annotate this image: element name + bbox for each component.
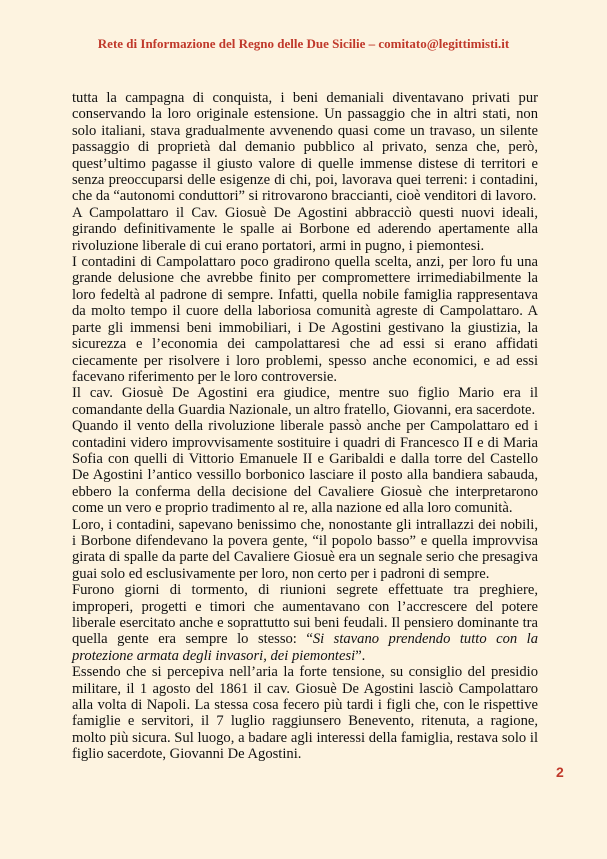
- paragraph-7-text: Furono giorni di tormento, di riunioni segrete effettuate tra preghiere, improperi, progetti e timori che aumentavano con l’accrescere del potere liberale esercitato anche e soprattutto sui beni feudali. Il pensiero dominante tra quella gente era sempre lo stesso: “: [72, 582, 538, 648]
- page-header: Rete di Informazione del Regno delle Due Sicilie – comitato@legittimisti.it: [97, 36, 510, 51]
- page-number: 2: [556, 764, 564, 780]
- paragraph-3: I contadini di Campolattaro poco gradirono quella scelta, anzi, per loro fu una grande delusione che avrebbe finito per compromettere irrimediabilmente la loro fedeltà al padrone di sempre. Infatti, quella nobile famiglia rappresentava da molto tempo il cuore della laboriosa comunità agreste di Campolattaro. A parte gli immensi beni immobiliari, i De Agostini gestivano la giustizia, la sicurezza e l’economia dei campolattaresi che ad essi si erano affidati ciecamente per risolvere i loro problemi, spesso anche economici, e ad essi facevano riferimento per le loro controversie.: [72, 254, 538, 385]
- paragraph-8: Essendo che si percepiva nell’aria la forte tensione, su consiglio del presidio militare, il 1 agosto del 1861 il cav. Giosuè De Agostini lasciò Campolattaro alla volta di Napoli. La stessa cosa fecero più tardi i figli che, con le rispettive famiglie e servitori, il 7 luglio raggiunsero Benevento, ritenuta, a ragione, molto più sicura. Sul luogo, a badare agli interessi della famiglia, restava solo il figlio sacerdote, Giovanni De Agostini.: [72, 664, 538, 763]
- paragraph-6: Loro, i contadini, sapevano benissimo che, nonostante gli intrallazzi dei nobili, i Borbone difendevano la povera gente, “il popolo basso” e quella improvvisa girata di spalle da parte del Cavaliere Giosuè era un segnale serio che presagiva guai solo ed esclusivamente per loro, non certo per i padroni di sempre.: [72, 516, 538, 582]
- paragraph-1: tutta la campagna di conquista, i beni demaniali diventavano privati pur conservando la loro originale estensione. Un passaggio che in altri stati, non solo italiani, stava gradualmente avvenendo quasi come un travaso, un silente passaggio di proprietà dal demanio pubblico al privato, senza che, però, quest’ultimo pagasse il giusto valore di quelle immense distese di territori e senza preoccuparsi delle esigenze di chi, poi, lavorava quei terreni: i contadini, che da “autonomi conduttori” si ritrovarono braccianti, cioè venditori di lavoro.: [72, 90, 538, 205]
- paragraph-4: Il cav. Giosuè De Agostini era giudice, mentre suo figlio Mario era il comandante della Guardia Nazionale, un altro fratello, Giovanni, era sacerdote.: [72, 385, 538, 418]
- document-body: [72, 90, 538, 763]
- paragraph-7-end: ”.: [355, 647, 366, 664]
- paragraph-7: [72, 582, 538, 664]
- paragraph-7-quote: Si stavano prendendo tutto con la protezione armata degli invasori, dei piemontesi: [72, 631, 539, 664]
- paragraph-5: Quando il vento della rivoluzione liberale passò anche per Campolattaro ed i contadini videro improvvisamente sostituire i quadri di Francesco II e di Maria Sofia con quelli di Vittorio Emanuele II e Garibaldi e dalla torre del Castello De Agostini l’antico vessillo borbonico lasciare il posto alla bandiera sabauda, ebbero la conferma della decisione del Cavaliere Giosuè che interpretarono come un vero e proprio tradimento al re, alla nazione ed alla loro comunità.: [72, 418, 538, 517]
- paragraph-2: A Campolattaro il Cav. Giosuè De Agostini abbracciò questi nuovi ideali, girando definitivamente le spalle ai Borbone ed aderendo apertamente alla rivoluzione liberale di cui erano portatori, armi in pugno, i piemontesi.: [72, 204, 538, 254]
